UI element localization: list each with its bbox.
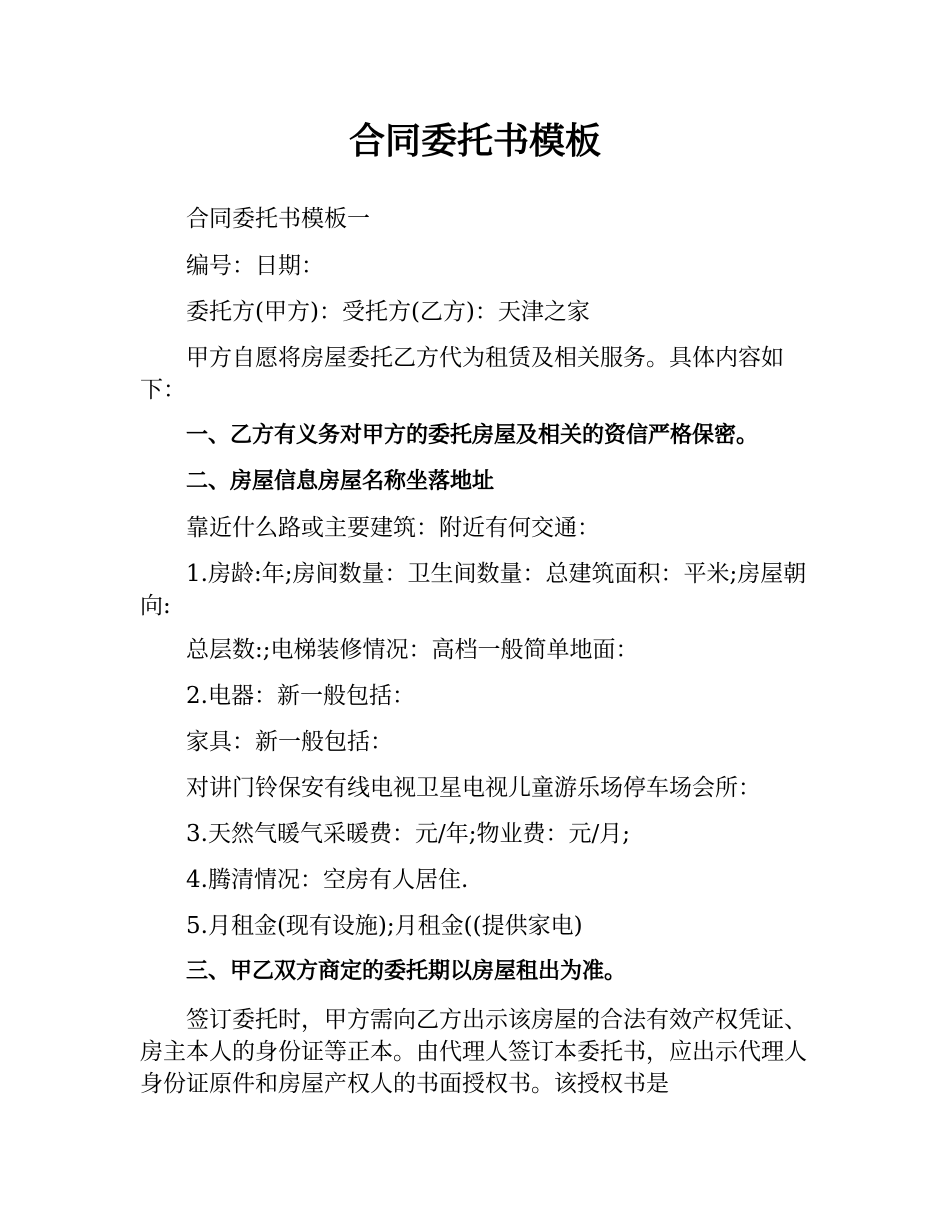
document-title: 合同委托书模板 (348, 121, 601, 162)
paragraph-item-1: 1.房龄:年;房间数量：卫生间数量：总建筑面积：平米;房屋朝向: (140, 561, 807, 619)
paragraph-location: 靠近什么路或主要建筑：附近有何交通： (186, 515, 600, 541)
paragraph-number-date: 编号：日期： (186, 253, 324, 279)
paragraph-furniture: 家具：新一般包括： (186, 729, 393, 755)
paragraph-intro: 甲方自愿将房屋委托乙方代为租赁及相关服务。具体内容如下： (140, 345, 784, 403)
paragraph-parties: 委托方(甲方)：受托方(乙方)：天津之家 (186, 299, 590, 325)
paragraph-item-3: 3.天然气暖气采暖费：元/年;物业费：元/月; (186, 821, 630, 847)
paragraph-signing: 签订委托时，甲方需向乙方出示该房屋的合法有效产权凭证、房主本人的身份证等正本。由代理人签订本委托书，应出示代理人身份证原件和房屋产权人的书面授权书。该授权书是 (140, 1007, 807, 1097)
paragraph-item-4: 4.腾清情况：空房有人居住. (186, 867, 469, 893)
clause-heading-2: 二、房屋信息房屋名称坐落地址 (186, 469, 495, 494)
paragraph-subtitle: 合同委托书模板一 (186, 206, 370, 232)
paragraph-item-5: 5.月租金(现有设施);月租金((提供家电) (186, 913, 583, 939)
paragraph-floors: 总层数:;电梯装修情况：高档一般简单地面： (186, 637, 639, 663)
clause-heading-3: 三、甲乙双方商定的委托期以房屋租出为准。 (186, 959, 627, 984)
paragraph-facilities: 对讲门铃保安有线电视卫星电视儿童游乐场停车场会所： (186, 775, 761, 801)
paragraph-item-2: 2.电器：新一般包括： (186, 683, 415, 709)
clause-heading-1: 一、乙方有义务对甲方的委托房屋及相关的资信严格保密。 (186, 423, 759, 448)
